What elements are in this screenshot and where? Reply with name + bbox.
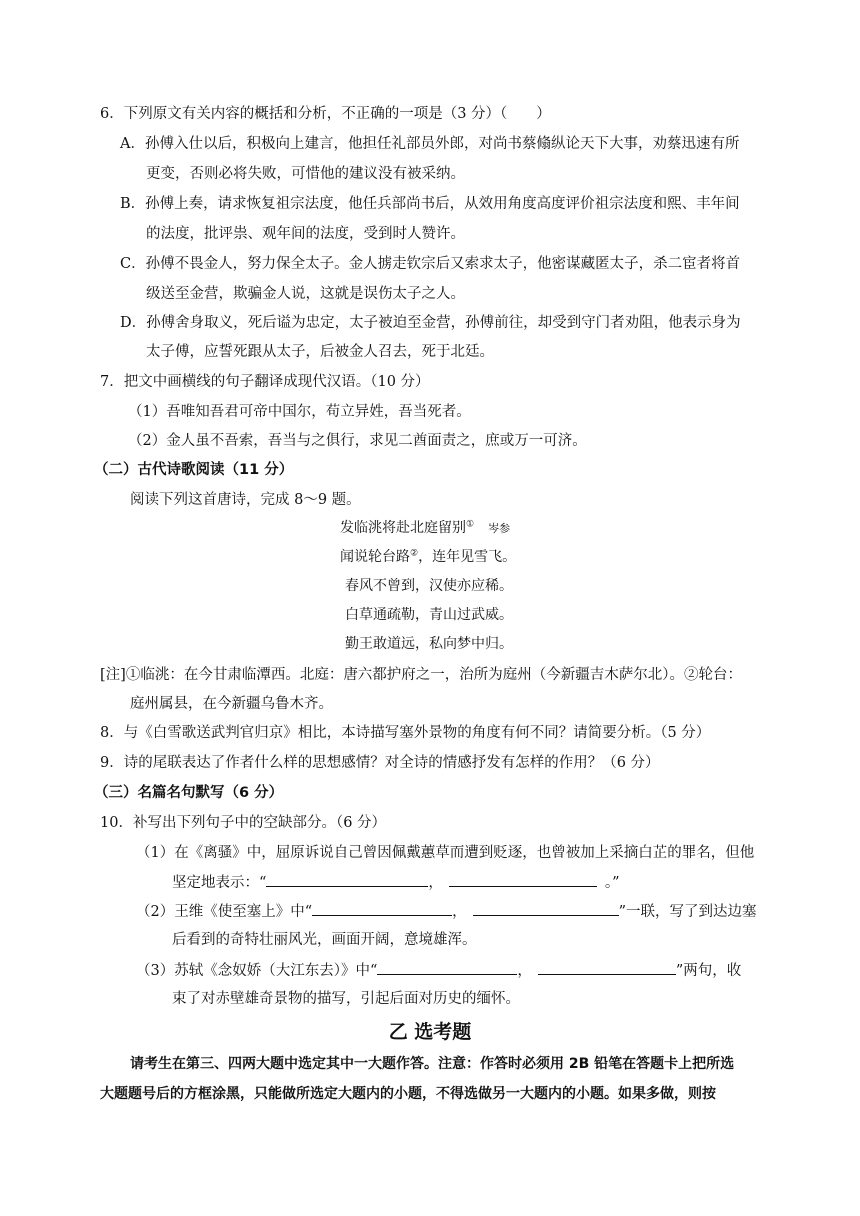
poem-title-footnote: ①	[466, 519, 475, 530]
q10-part-3-line1	[136, 960, 741, 981]
poem-line-1	[340, 547, 516, 567]
poem-line-1-a: 闻说轮台路	[340, 549, 410, 565]
answer-blank[interactable]	[449, 872, 597, 887]
answer-blank[interactable]	[473, 901, 619, 916]
q10-part-3-line2: 束了对赤壁雄奇景物的描写，引起后面对历史的缅怀。	[172, 991, 520, 1007]
q6-option-d-line2: 太子傅，应誓死跟从太子，后被金人召去，死于北廷。	[146, 344, 494, 360]
q6-option-c-line2: 级送至金营，欺骗金人说，这就是误伤太子之人。	[146, 286, 465, 302]
q7-sentence-1: （1）吾唯知吾君可帝中国尔，苟立异姓，吾当死者。	[128, 404, 471, 420]
poem-line-1-footnote: ②	[410, 548, 419, 559]
q10-stem: 10．补写出下列句子中的空缺部分。（6 分）	[100, 815, 387, 831]
answer-blank[interactable]	[266, 872, 428, 887]
q10-part-1-prefix: 坚定地表示：“	[172, 875, 267, 891]
poem-title	[340, 518, 510, 539]
q8: 8．与《白雪歌送武判官归京》相比，本诗描写塞外景物的角度有何不同？请简要分析。（5 分）	[100, 725, 711, 741]
q6-option-b-line1: B．孙傅上奏，请求恢复祖宗法度，他任兵部尚书后，从效用角度高度评价祖宗法度和熙、丰年间	[120, 196, 740, 212]
poem-author: 岑参	[488, 522, 511, 535]
q10-part-3-end: ”两句，收	[675, 963, 742, 979]
q6-option-b-line2: 的法度，批评祟、观年间的法度，受到时人赞许。	[146, 226, 465, 242]
q6-option-a-line1: A．孙傅入仕以后，积极向上建言，他担任礼部员外郎，对尚书蔡翛纵论天下大事，劝蔡迅速有所	[120, 136, 740, 152]
q6-option-d-line1: D．孙傅舍身取义，死后谥为忠定，太子被迫至金营，孙傅前往，却受到守门者劝阻，他表示身为	[120, 315, 741, 331]
elective-section-title: 乙 选考题	[388, 1021, 472, 1043]
section-3-title: （三）名篇名句默写（6 分）	[94, 785, 284, 801]
poem-note-line-1: [注]①临洮：在今甘肃临潭西。北庭：唐六都护府之一，治所为庭州（今新疆吉木萨尔北）。②轮台：	[100, 667, 743, 683]
q6-option-a-line2: 更变，否则必将失败，可惜他的建议没有被采纳。	[146, 166, 465, 182]
q10-part-2-comma: ，	[452, 904, 467, 920]
q10-part-1-line2	[172, 872, 620, 893]
answer-blank[interactable]	[377, 960, 517, 975]
q10-part-1-comma: ，	[428, 875, 443, 891]
q10-part-3-prefix: （3）苏轼《念奴娇（大江东去）》中“	[136, 963, 378, 979]
section-2-intro: 阅读下列这首唐诗，完成 8～9 题。	[130, 492, 361, 508]
q7-stem: 7．把文中画横线的句子翻译成现代汉语。（10 分）	[100, 374, 430, 390]
elective-instructions-line1: 请考生在第三、四两大题中选定其中一大题作答。注意：作答时必须用 2B 铅笔在答题卡上把所选	[130, 1056, 735, 1072]
elective-instructions-line2: 大题题号后的方框涂黑，只能做所选定大题内的小题，不得选做另一大题内的小题。如果多做，则按	[100, 1086, 716, 1102]
poem-line-1-b: ，连年见雪飞。	[418, 549, 517, 565]
answer-blank[interactable]	[538, 960, 676, 975]
poem-line-3: 白草通疏勒，青山过武威。	[345, 607, 513, 623]
q10-part-3-comma: ，	[517, 963, 532, 979]
poem-title-text: 发临洮将赴北庭留别	[340, 520, 466, 536]
q10-part-2-line2: 后看到的奇特壮丽风光，画面开阔，意境雄浑。	[172, 932, 477, 948]
q10-part-1-end: 。”	[604, 875, 620, 891]
q10-part-1-line1: （1）在《离骚》中，屈原诉说自己曾因佩戴蕙草而遭到贬逐，也曾被加上采摘白芷的罪名，但他	[136, 845, 755, 861]
q6-option-c-line1: C．孙傅不畏金人，努力保全太子。金人掳走钦宗后又索求太子，他密谋藏匿太子，杀二宦者将首	[120, 256, 741, 272]
q9: 9．诗的尾联表达了作者什么样的思想感情？对全诗的情感抒发有怎样的作用？（6 分）	[100, 755, 660, 771]
q6-stem: 6．下列原文有关内容的概括和分析，不正确的一项是（3 分）（ ）	[100, 106, 551, 122]
q10-part-2-prefix: （2）王维《使至塞上》中“	[136, 904, 313, 920]
answer-blank[interactable]	[312, 901, 452, 916]
q10-part-2-line1	[136, 901, 757, 922]
poem-note-line-2: 庭州属县，在今新疆乌鲁木齐。	[130, 696, 333, 712]
poem-line-2: 春风不曾到，汉使亦应稀。	[345, 578, 513, 594]
section-2-title: （二）古代诗歌阅读（11 分）	[94, 462, 294, 478]
q7-sentence-2: （2）金人虽不吾索，吾当与之俱行，求见二酋面责之，庶或万一可济。	[128, 433, 587, 449]
poem-line-4: 勤王敢道远，私向梦中归。	[345, 636, 513, 652]
q10-part-2-end: ”一联，写了到达边塞	[618, 904, 757, 920]
